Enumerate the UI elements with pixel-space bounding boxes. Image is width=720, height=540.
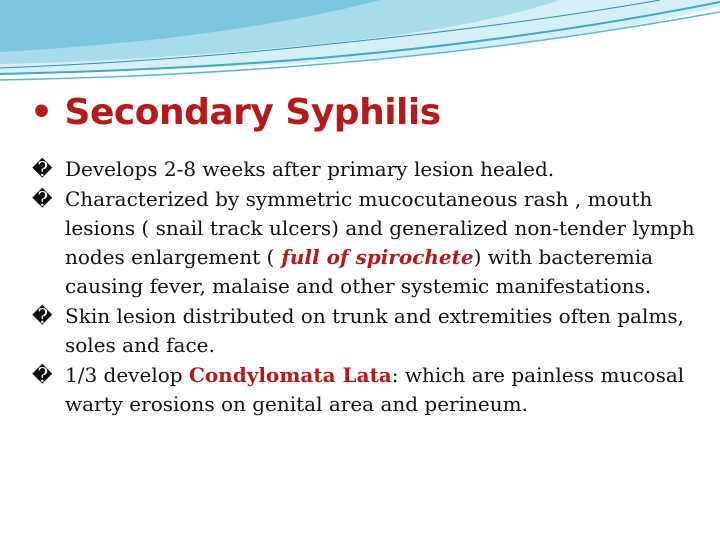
bullet-text: : which are painless mucosal warty erosions on genital area and perineum. xyxy=(65,363,685,416)
bullet-marker-icon: � xyxy=(32,304,53,328)
bullet-item xyxy=(32,155,708,184)
bullet-text: ) with bacteremia causing fever, malaise and other systemic manifestations. xyxy=(65,245,654,298)
bullet-item xyxy=(32,302,708,360)
bullet-marker-icon: � xyxy=(32,157,53,181)
bullet-list xyxy=(32,155,708,420)
bullet-text: Skin lesion distributed on trunk and extremities often palms, soles and face. xyxy=(65,304,684,357)
emphasis-text: Condylomata Lata xyxy=(188,363,392,387)
bullet-marker-icon: � xyxy=(32,363,53,387)
bullet-text: Characterized by symmetric mucocutaneous rash , mouth lesions ( snail track ulcers) and generalized non-tender lymph nodes enlargement ( xyxy=(65,187,695,269)
slide-title: • Secondary Syphilis xyxy=(30,92,441,133)
bullet-text: Develops 2-8 weeks after primary lesion healed. xyxy=(65,157,555,181)
bullet-text: 1/3 develop xyxy=(65,363,189,387)
header-wave-decoration xyxy=(0,0,720,90)
bullet-item xyxy=(32,185,708,301)
bullet-marker-icon: � xyxy=(32,187,53,211)
emphasis-text: full of spirochete xyxy=(274,245,474,269)
bullet-item xyxy=(32,361,708,419)
